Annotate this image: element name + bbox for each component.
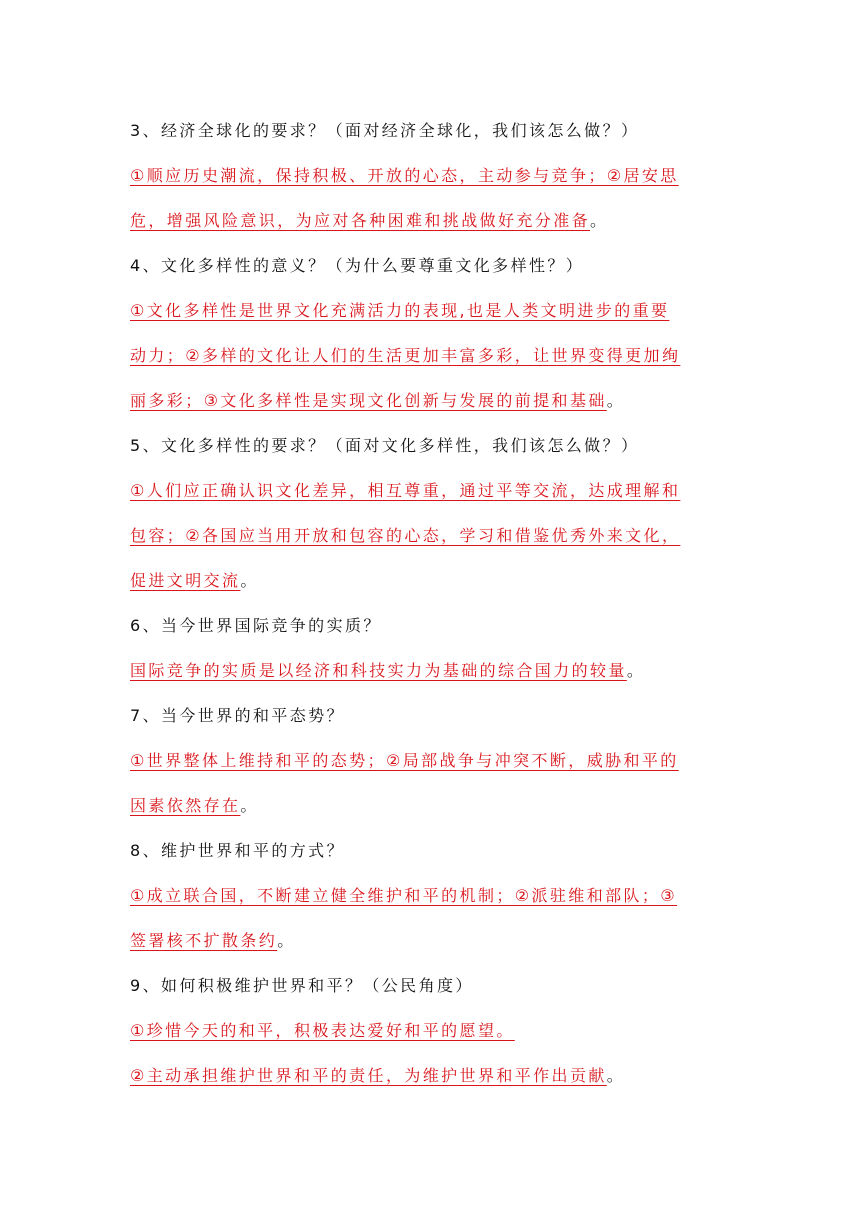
answer-5-line-3: 促进文明交流。 xyxy=(130,571,259,590)
answer-5-line-2: 包容；②各国应当用开放和包容的心态，学习和借鉴优秀外来文化， xyxy=(130,526,681,545)
answer-4-line-1: ①文化多样性是世界文化充满活力的表现,也是人类文明进步的重要 xyxy=(130,301,670,320)
answer-8-line-1: ①成立联合国，不断建立健全维护和平的机制；②派驻维和部队；③ xyxy=(130,886,678,905)
question-6: 6、当今世界国际竞争的实质？ xyxy=(130,616,382,635)
question-4: 4、文化多样性的意义？（为什么要尊重文化多样性？） xyxy=(130,256,585,275)
answer-4-line-2: 动力；②多样的文化让人们的生活更加丰富多彩，让世界变得更加绚 xyxy=(130,346,681,365)
answer-9-line-2: ②主动承担维护世界和平的责任，为维护世界和平作出贡献。 xyxy=(130,1066,626,1085)
answer-3-line-2: 危，增强风险意识，为应对各种困难和挑战做好充分准备。 xyxy=(130,211,609,230)
question-9: 9、如何积极维护世界和平？（公民角度） xyxy=(130,976,474,995)
answer-7-line-2: 因素依然存在。 xyxy=(130,796,259,815)
answer-6-line-1: 国际竞争的实质是以经济和科技实力为基础的综合国力的较量。 xyxy=(130,661,646,680)
answer-7-line-1: ①世界整体上维持和平的态势；②局部战争与冲突不断，威胁和平的 xyxy=(130,751,679,770)
question-3: 3、经济全球化的要求？（面对经济全球化，我们该怎么做？） xyxy=(130,121,640,140)
answer-4-line-3: 丽多彩；③文化多样性是实现文化创新与发展的前提和基础。 xyxy=(130,391,626,410)
answer-5-line-1: ①人们应正确认识文化差异，相互尊重，通过平等交流，达成理解和 xyxy=(130,481,681,500)
question-7: 7、当今世界的和平态势？ xyxy=(130,706,345,725)
question-8: 8、维护世界和平的方式？ xyxy=(130,841,345,860)
answer-3-line-1: ①顺应历史潮流，保持积极、开放的心态，主动参与竞争；②居安思 xyxy=(130,166,679,185)
answer-8-line-2: 签署核不扩散条约。 xyxy=(130,931,296,950)
answer-9-line-1: ①珍惜今天的和平，积极表达爱好和平的愿望。 xyxy=(130,1021,515,1040)
document-body xyxy=(130,108,730,1098)
question-5: 5、文化多样性的要求？（面对文化多样性，我们该怎么做？） xyxy=(130,436,640,455)
